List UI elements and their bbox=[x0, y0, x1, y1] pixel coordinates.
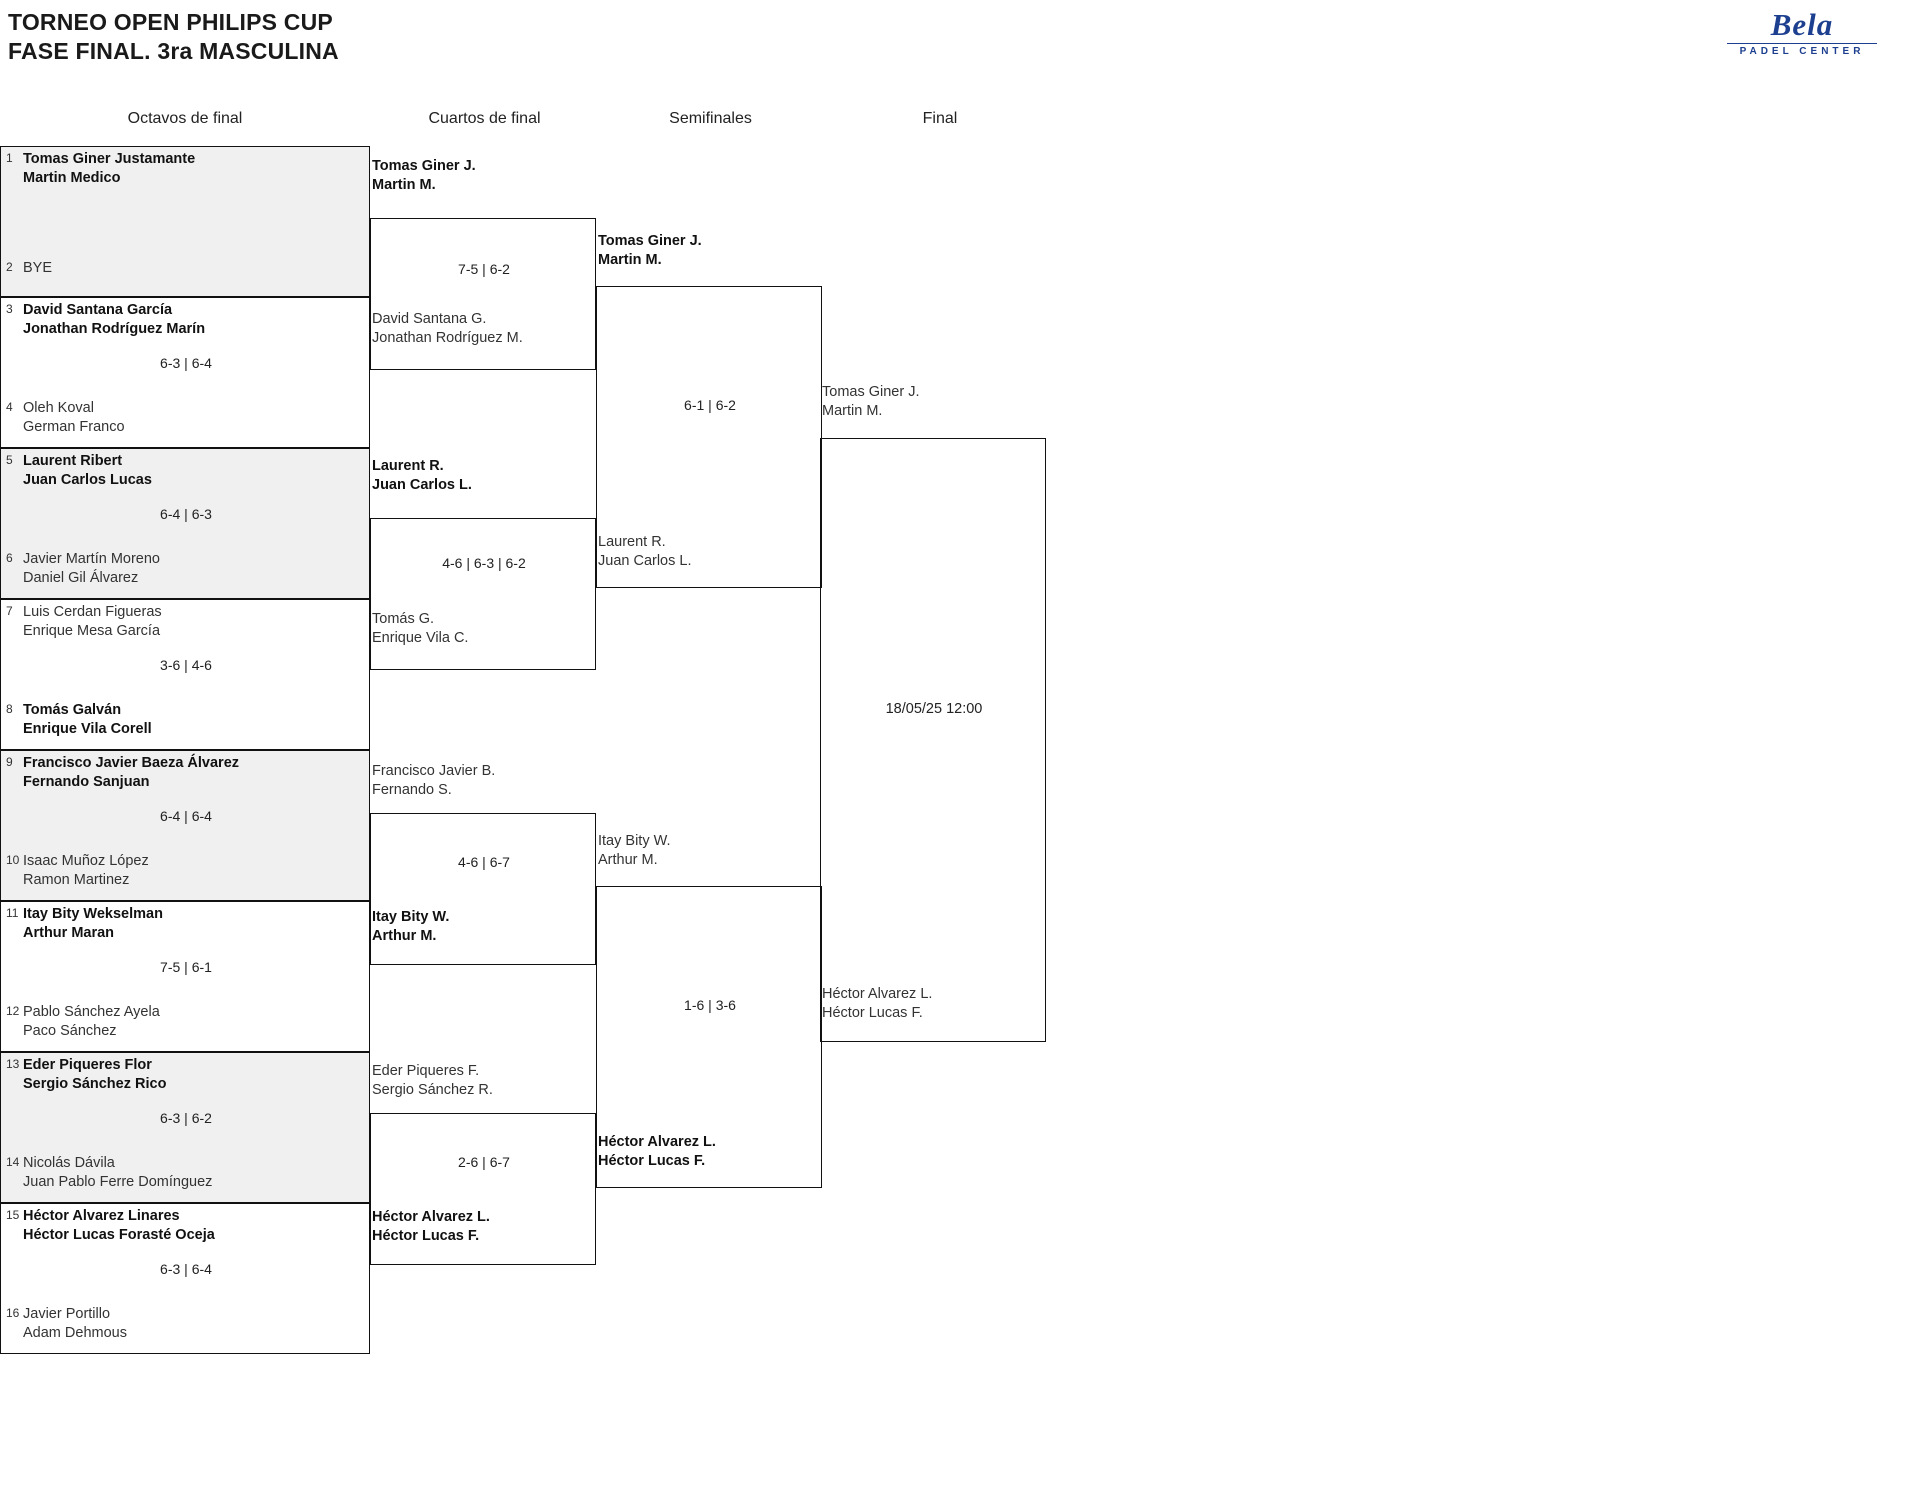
seed-number: 9 bbox=[6, 755, 13, 769]
team-name: Pablo Sánchez Ayela Paco Sánchez bbox=[23, 1004, 160, 1039]
match-score: 2-6 | 6-7 bbox=[458, 1154, 510, 1170]
table-row[interactable] bbox=[0, 750, 370, 901]
team-name: BYE bbox=[23, 260, 53, 276]
seed-number: 13 bbox=[6, 1057, 20, 1071]
match-score: 7-5 | 6-1 bbox=[160, 959, 212, 975]
bracket-slot[interactable]: Eder Piqueres F. Sergio Sánchez R. bbox=[372, 1063, 493, 1098]
match-score: 4-6 | 6-3 | 6-2 bbox=[442, 555, 526, 571]
team-name: Francisco Javier Baeza Álvarez Fernando Sanjuan bbox=[23, 755, 240, 790]
table-row[interactable] bbox=[0, 297, 370, 448]
bracket-slot[interactable]: Tomás G. Enrique Vila C. bbox=[372, 611, 469, 646]
bracket-slot[interactable]: Tomas Giner J. Martin M. bbox=[598, 233, 702, 268]
brand-logo bbox=[1712, 8, 1892, 64]
title-line-2: FASE FINAL. 3ra MASCULINA bbox=[8, 37, 339, 64]
seed-number: 2 bbox=[6, 260, 13, 274]
bracket-slot[interactable]: David Santana G. Jonathan Rodríguez M. bbox=[372, 311, 523, 346]
team-name: Javier Portillo Adam Dehmous bbox=[23, 1306, 127, 1341]
seed-number: 3 bbox=[6, 302, 13, 316]
match-score: 6-4 | 6-4 bbox=[160, 808, 212, 824]
team-name: Laurent Ribert Juan Carlos Lucas bbox=[23, 453, 152, 488]
team-name: Héctor Alvarez Linares Héctor Lucas Forasté Oceja bbox=[23, 1208, 215, 1243]
team-name: Tomás Galván Enrique Vila Corell bbox=[23, 702, 152, 737]
seed-number: 5 bbox=[6, 453, 13, 467]
match-score: 6-3 | 6-2 bbox=[160, 1110, 212, 1126]
bracket-slot[interactable]: Itay Bity W. Arthur M. bbox=[372, 909, 450, 944]
match-score: 6-4 | 6-3 bbox=[160, 506, 212, 522]
seed-number: 4 bbox=[6, 400, 13, 414]
round-header-semifinales: Semifinales bbox=[669, 110, 752, 127]
bracket-slot[interactable]: Héctor Alvarez L. Héctor Lucas F. bbox=[372, 1209, 490, 1244]
bracket-slot[interactable]: Héctor Alvarez L. Héctor Lucas F. bbox=[598, 1134, 716, 1169]
seed-number: 14 bbox=[6, 1155, 20, 1169]
round-header-final: Final bbox=[922, 110, 958, 127]
bracket-slot[interactable]: Francisco Javier B. Fernando S. bbox=[372, 763, 496, 798]
seed-number: 8 bbox=[6, 702, 13, 716]
page-title bbox=[8, 8, 339, 66]
table-row[interactable] bbox=[0, 1203, 370, 1354]
seed-number: 12 bbox=[6, 1004, 20, 1018]
table-row[interactable] bbox=[0, 448, 370, 599]
seed-number: 1 bbox=[6, 151, 13, 165]
team-name: Javier Martín Moreno Daniel Gil Álvarez bbox=[23, 551, 160, 586]
seed-number: 16 bbox=[6, 1306, 20, 1320]
logo-wordmark: Bela bbox=[1770, 7, 1834, 42]
seed-number: 11 bbox=[6, 906, 19, 920]
bracket-slot[interactable]: Laurent R. Juan Carlos L. bbox=[598, 534, 692, 569]
match-score: 7-5 | 6-2 bbox=[458, 261, 510, 277]
logo-subtitle: PADEL CENTER bbox=[1739, 46, 1865, 57]
match-box[interactable] bbox=[820, 438, 1046, 1042]
match-score: 6-1 | 6-2 bbox=[684, 397, 736, 413]
team-name: Itay Bity Wekselman Arthur Maran bbox=[23, 906, 163, 941]
team-name: Tomas Giner Justamante Martin Medico bbox=[23, 151, 196, 186]
match-datetime: 18/05/25 12:00 bbox=[885, 701, 983, 717]
seed-number: 6 bbox=[6, 551, 13, 565]
seed-number: 15 bbox=[6, 1208, 20, 1222]
table-row[interactable] bbox=[0, 599, 370, 750]
table-row[interactable] bbox=[0, 901, 370, 1052]
match-score: 6-3 | 6-4 bbox=[160, 1261, 212, 1277]
bracket-slot[interactable]: Laurent R. Juan Carlos L. bbox=[372, 458, 472, 493]
match-score: 3-6 | 4-6 bbox=[160, 657, 212, 673]
team-name: David Santana García Jonathan Rodríguez Marín bbox=[23, 302, 206, 337]
table-row[interactable] bbox=[0, 1052, 370, 1203]
team-name: Eder Piqueres Flor Sergio Sánchez Rico bbox=[23, 1057, 167, 1092]
seed-number: 10 bbox=[6, 853, 20, 867]
bracket-slot[interactable]: Tomas Giner J. Martin M. bbox=[822, 384, 920, 419]
match-score: 6-3 | 6-4 bbox=[160, 355, 212, 371]
title-line-1: TORNEO OPEN PHILIPS CUP bbox=[8, 9, 333, 35]
team-name: Nicolás Dávila Juan Pablo Ferre Domínguez bbox=[23, 1155, 213, 1190]
team-name: Luis Cerdan Figueras Enrique Mesa García bbox=[23, 604, 162, 639]
bracket-slot[interactable]: Héctor Alvarez L. Héctor Lucas F. bbox=[822, 986, 933, 1021]
bracket-slot[interactable]: Tomas Giner J. Martin M. bbox=[372, 158, 476, 193]
team-name: Isaac Muñoz López Ramon Martinez bbox=[23, 853, 149, 888]
round-header-cuartos: Cuartos de final bbox=[428, 110, 541, 127]
seed-number: 7 bbox=[6, 604, 13, 618]
match-score: 1-6 | 3-6 bbox=[684, 997, 736, 1013]
round-header-octavos: Octavos de final bbox=[127, 110, 243, 127]
team-name: Oleh Koval German Franco bbox=[23, 400, 125, 435]
logo-divider bbox=[1727, 43, 1877, 44]
table-row[interactable] bbox=[0, 146, 370, 297]
bracket-slot[interactable]: Itay Bity W. Arthur M. bbox=[598, 833, 671, 868]
match-score: 4-6 | 6-7 bbox=[458, 854, 510, 870]
